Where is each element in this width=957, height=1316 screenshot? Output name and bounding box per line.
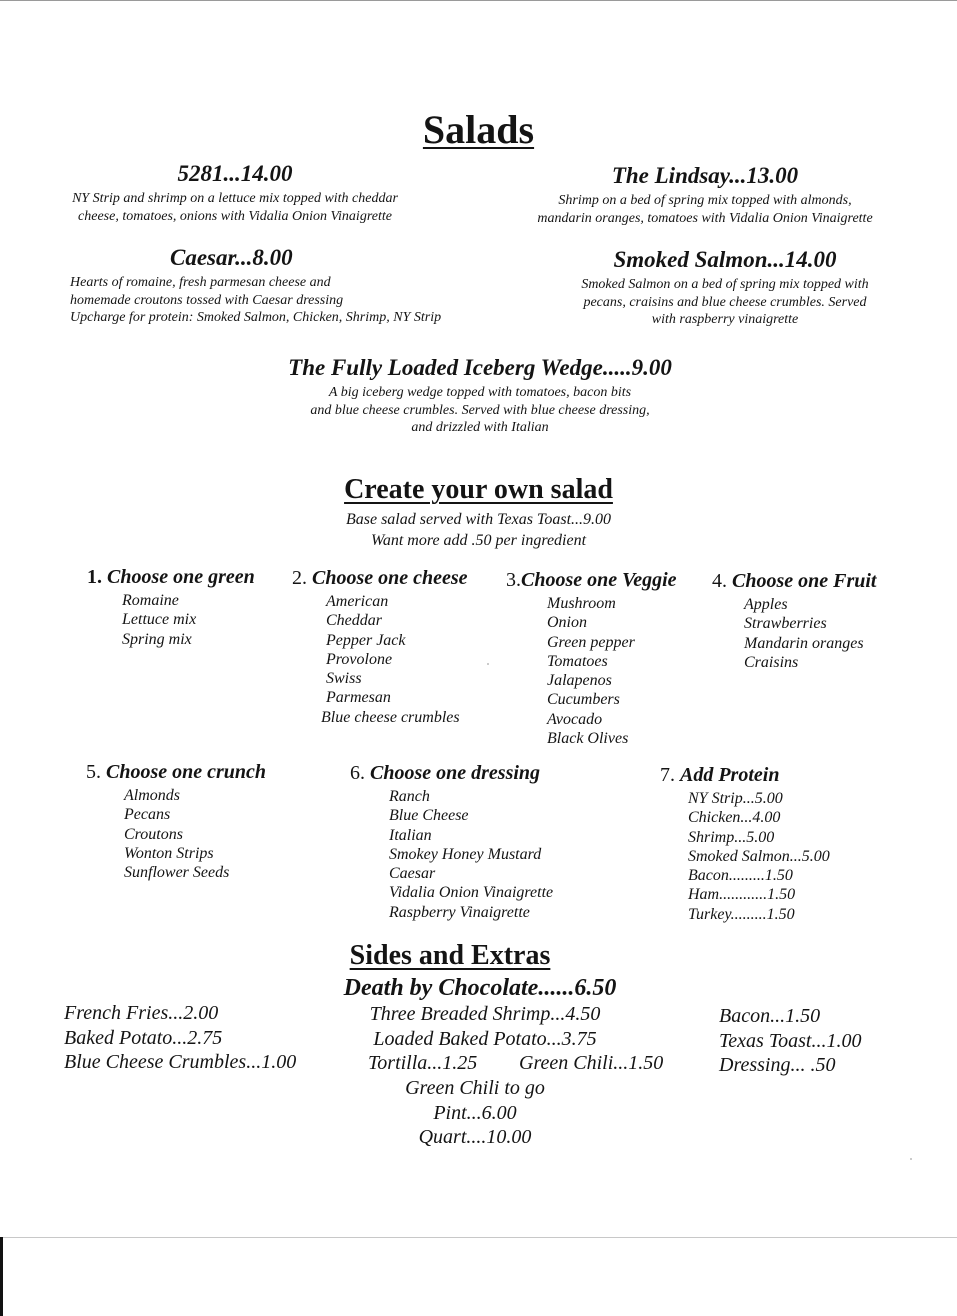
option-item: Ham............1.50 — [688, 886, 796, 904]
category-fruit — [712, 570, 876, 672]
option-item: Swiss — [326, 670, 362, 688]
side-item: Blue Cheese Crumbles...1.00 — [64, 1051, 297, 1073]
option-item: Craisins — [744, 653, 799, 671]
green-chili-to-go — [330, 1076, 620, 1150]
option-item: Bacon.........1.50 — [688, 867, 793, 885]
option-item: Apples — [744, 596, 788, 613]
side-item: Pint...6.00 — [433, 1101, 517, 1124]
option-item: Smokey Honey Mustard — [389, 845, 542, 863]
option-item: Spring mix — [122, 630, 192, 648]
salad-desc-line: with raspberry vinaigrette — [651, 312, 799, 327]
salad-item-iceberg-wedge — [230, 355, 730, 437]
option-item: Strawberries — [744, 615, 827, 633]
side-item: Baked Potato...2.75 — [64, 1026, 223, 1049]
category-label: Choose one crunch — [106, 761, 267, 783]
salad-desc-line: A big iceberg wedge topped with tomatoes, bacon bits — [328, 385, 632, 400]
salad-name: Caesar...8.00 — [170, 245, 293, 270]
option-item: Blue Cheese — [389, 807, 469, 825]
option-item: Green pepper — [547, 633, 635, 651]
salad-desc-line: Upcharge for protein: Smoked Salmon, Chicken, Shrimp, NY Strip — [70, 310, 442, 325]
option-item: Chicken...4.00 — [688, 809, 781, 827]
option-item: Sunflower Seeds — [124, 864, 230, 882]
side-item: Quart....10.00 — [418, 1126, 532, 1148]
option-item: Vidalia Onion Vinaigrette — [389, 884, 554, 902]
option-item: Cheddar — [326, 612, 382, 630]
subtitle-line: Base salad served with Texas Toast...9.00 — [345, 511, 612, 528]
category-label: Choose one Veggie — [521, 569, 677, 591]
side-item: Texas Toast...1.00 — [719, 1029, 862, 1052]
scan-edge-mark — [0, 1237, 3, 1316]
salads-title: Salads — [422, 107, 535, 152]
sides-center-column — [330, 1002, 640, 1051]
category-number: 5. — [86, 761, 101, 783]
option-item: Romaine — [122, 592, 179, 609]
side-item: Loaded Baked Potato...3.75 — [373, 1027, 597, 1050]
salad-item-caesar — [70, 245, 441, 327]
option-item: Smoked Salmon...5.00 — [688, 847, 830, 865]
option-item: Jalapenos — [547, 672, 612, 690]
category-veggie — [506, 569, 677, 748]
side-item-tortilla: Tortilla...1.25 — [368, 1052, 478, 1074]
category-cheese — [292, 567, 468, 727]
scan-speck — [487, 663, 489, 665]
option-item: Pecans — [124, 806, 171, 824]
option-item: Mushroom — [547, 595, 616, 612]
side-item: French Fries...2.00 — [64, 1002, 219, 1024]
scan-speck — [910, 1158, 912, 1160]
side-item: Dressing... .50 — [719, 1054, 836, 1076]
salad-desc-line: mandarin oranges, tomatoes with Vidalia Onion Vinaigrette — [537, 210, 873, 226]
salad-desc-line: and blue cheese crumbles. Served with blue cheese dressing, — [310, 402, 650, 418]
side-item: Green Chili to go — [405, 1077, 545, 1099]
option-item: Blue cheese crumbles — [321, 708, 460, 726]
sides-right-column — [719, 1004, 861, 1078]
option-item: American — [326, 593, 389, 610]
option-item: Pepper Jack — [326, 631, 406, 649]
option-item: Avocado — [547, 710, 603, 728]
salad-name: The Lindsay...13.00 — [611, 163, 799, 188]
category-crunch — [86, 761, 266, 882]
category-label: Add Protein — [680, 764, 780, 786]
salad-desc-line: pecans, craisins and blue cheese crumbles. Served — [583, 294, 867, 310]
salad-desc-line: Shrimp on a bed of spring mix topped with almonds, — [558, 193, 852, 208]
salad-name: The Fully Loaded Iceberg Wedge.....9.00 — [288, 355, 672, 380]
category-number: 2. — [292, 567, 307, 589]
salad-desc-line: Smoked Salmon on a bed of spring mix topped with — [581, 277, 869, 292]
subtitle-line: Want more add .50 per ingredient — [370, 532, 587, 549]
category-number: 7. — [660, 764, 675, 786]
option-item: Parmesan — [326, 689, 391, 707]
option-item: Almonds — [124, 787, 180, 804]
salad-name: 5281...14.00 — [177, 161, 293, 186]
option-item: Turkey.........1.50 — [688, 905, 795, 923]
side-item-green-chili: Green Chili...1.50 — [519, 1052, 664, 1074]
page-top-edge — [0, 0, 957, 1]
category-label: Choose one green — [107, 566, 255, 588]
category-label: Choose one Fruit — [732, 570, 877, 592]
sides-left-column — [64, 1001, 296, 1075]
salad-item-smoked-salmon — [530, 247, 920, 329]
option-item: Italian — [389, 826, 432, 844]
category-number: 1. — [87, 566, 102, 588]
category-number: 4. — [712, 570, 727, 592]
salad-item-5281 — [40, 161, 430, 225]
salad-desc-line: cheese, tomatoes, onions with Vidalia Onion Vinaigrette — [78, 208, 392, 224]
category-label: Choose one dressing — [370, 762, 541, 784]
category-protein — [660, 764, 830, 924]
category-label: Choose one cheese — [312, 567, 468, 589]
salad-item-lindsay — [505, 163, 905, 227]
side-item: Bacon...1.50 — [719, 1005, 821, 1027]
page-bottom-edge — [0, 1237, 957, 1238]
option-item: Ranch — [389, 788, 430, 805]
option-item: Lettuce mix — [122, 611, 197, 629]
salad-desc-line: and drizzled with Italian — [411, 420, 549, 435]
sides-feature-item: Death by Chocolate......6.50 — [343, 975, 617, 1001]
option-item: Black Olives — [547, 730, 629, 748]
category-green — [87, 566, 255, 649]
salad-desc-line: Hearts of romaine, fresh parmesan cheese and — [70, 275, 331, 290]
sides-title: Sides and Extras — [349, 940, 551, 971]
category-dressing — [350, 762, 553, 922]
option-item: Cucumbers — [547, 691, 620, 709]
create-salad-title: Create your own salad — [344, 474, 613, 505]
salad-desc-line: homemade croutons tossed with Caesar dressing — [70, 292, 344, 308]
option-item: NY Strip...5.00 — [688, 790, 783, 807]
option-item: Provolone — [326, 650, 393, 668]
option-item: Mandarin oranges — [744, 634, 864, 652]
category-number: 6. — [350, 762, 365, 784]
option-item: Shrimp...5.00 — [688, 828, 775, 846]
option-item: Wonton Strips — [124, 844, 214, 862]
option-item: Caesar — [389, 865, 436, 883]
salad-desc-line: NY Strip and shrimp on a lettuce mix topped with cheddar — [72, 191, 398, 206]
category-number: 3. — [506, 569, 521, 591]
option-item: Tomatoes — [547, 652, 608, 670]
option-item: Raspberry Vinaigrette — [389, 903, 530, 921]
create-salad-subtitle — [0, 509, 957, 551]
option-item: Onion — [547, 614, 587, 632]
salad-name: Smoked Salmon...14.00 — [613, 247, 837, 272]
side-item: Three Breaded Shrimp...4.50 — [369, 1003, 601, 1025]
option-item: Croutons — [124, 825, 183, 843]
